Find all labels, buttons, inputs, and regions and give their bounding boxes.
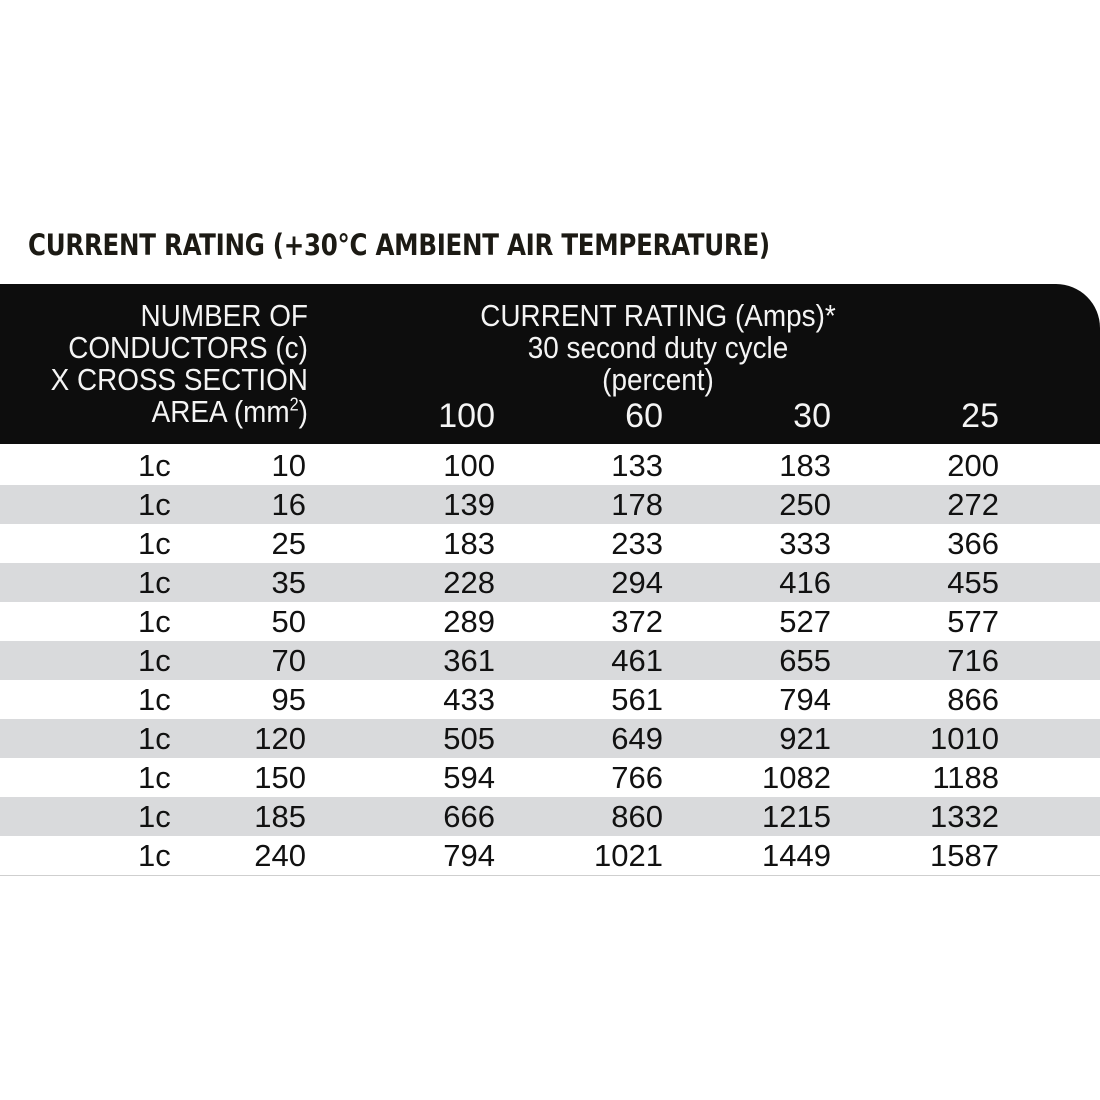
current-rating-value: 178 bbox=[611, 487, 663, 522]
conductor-count: 1c bbox=[138, 760, 171, 795]
current-rating-value: 416 bbox=[779, 565, 831, 600]
cross-section-area: 10 bbox=[271, 448, 306, 483]
table-row bbox=[0, 563, 1100, 602]
table-row bbox=[0, 524, 1100, 563]
cross-section-area: 95 bbox=[271, 682, 306, 717]
conductor-count: 1c bbox=[138, 799, 171, 834]
table-row bbox=[0, 797, 1100, 836]
header-left-line: X CROSS SECTION bbox=[50, 362, 308, 397]
table-body bbox=[0, 446, 1100, 876]
current-rating-value: 794 bbox=[443, 838, 495, 873]
current-rating-value: 272 bbox=[947, 487, 999, 522]
current-rating-value: 228 bbox=[443, 565, 495, 600]
current-rating-value: 294 bbox=[611, 565, 663, 600]
current-rating-value: 100 bbox=[443, 448, 495, 483]
table-row bbox=[0, 641, 1100, 680]
current-rating-value: 183 bbox=[443, 526, 495, 561]
current-rating-value: 361 bbox=[443, 643, 495, 678]
superscript-2: 2 bbox=[289, 394, 299, 415]
table-row bbox=[0, 836, 1100, 876]
header-current-rating bbox=[480, 300, 835, 396]
current-rating-value: 1215 bbox=[762, 799, 831, 834]
header-duty-100: 100 bbox=[438, 397, 495, 435]
current-rating-value: 366 bbox=[947, 526, 999, 561]
current-rating-value: 1021 bbox=[594, 838, 663, 873]
current-rating-value: 1010 bbox=[930, 721, 999, 756]
current-rating-value: 183 bbox=[779, 448, 831, 483]
current-rating-value: 333 bbox=[779, 526, 831, 561]
cross-section-area: 185 bbox=[254, 799, 306, 834]
current-rating-value: 666 bbox=[443, 799, 495, 834]
header-center-line: (percent) bbox=[602, 362, 714, 397]
cross-section-area: 120 bbox=[254, 721, 306, 756]
table-row bbox=[0, 602, 1100, 641]
conductor-count: 1c bbox=[138, 487, 171, 522]
current-rating-value: 461 bbox=[611, 643, 663, 678]
current-rating-value: 794 bbox=[779, 682, 831, 717]
current-rating-value: 433 bbox=[443, 682, 495, 717]
current-rating-value: 372 bbox=[611, 604, 663, 639]
cross-section-area: 70 bbox=[271, 643, 306, 678]
current-rating-value: 866 bbox=[947, 682, 999, 717]
current-rating-value: 577 bbox=[947, 604, 999, 639]
table-row bbox=[0, 446, 1100, 485]
cross-section-area: 35 bbox=[271, 565, 306, 600]
cross-section-area: 150 bbox=[254, 760, 306, 795]
current-rating-value: 716 bbox=[947, 643, 999, 678]
current-rating-value: 200 bbox=[947, 448, 999, 483]
current-rating-value: 594 bbox=[443, 760, 495, 795]
header-duty-25: 25 bbox=[961, 397, 999, 435]
header-left-line-area: AREA $(mm^2)$ bbox=[151, 394, 308, 429]
table-title: CURRENT RATING (+30°C AMBIENT AIR TEMPERATURE) bbox=[28, 228, 770, 262]
cross-section-area: 16 bbox=[271, 487, 306, 522]
conductor-count: 1c bbox=[138, 643, 171, 678]
header-left-line: NUMBER OF bbox=[140, 298, 308, 333]
conductor-count: 1c bbox=[138, 721, 171, 756]
header-conductors-area bbox=[51, 300, 308, 428]
header-left-line: CONDUCTORS (c) bbox=[68, 330, 308, 365]
cross-section-area: 50 bbox=[271, 604, 306, 639]
table-row bbox=[0, 719, 1100, 758]
current-rating-value: 455 bbox=[947, 565, 999, 600]
header-center-line: CURRENT RATING (Amps)* bbox=[480, 298, 836, 333]
conductor-count: 1c bbox=[138, 526, 171, 561]
current-rating-value: 133 bbox=[611, 448, 663, 483]
conductor-count: 1c bbox=[138, 448, 171, 483]
table-row bbox=[0, 680, 1100, 719]
current-rating-value: 1332 bbox=[930, 799, 999, 834]
current-rating-value: 233 bbox=[611, 526, 663, 561]
table-header bbox=[0, 284, 1100, 444]
current-rating-value: 921 bbox=[779, 721, 831, 756]
conductor-count: 1c bbox=[138, 682, 171, 717]
current-rating-value: 1082 bbox=[762, 760, 831, 795]
current-rating-value: 649 bbox=[611, 721, 663, 756]
cross-section-area: 25 bbox=[271, 526, 306, 561]
current-rating-value: 505 bbox=[443, 721, 495, 756]
table-row bbox=[0, 485, 1100, 524]
conductor-count: 1c bbox=[138, 604, 171, 639]
current-rating-value: 250 bbox=[779, 487, 831, 522]
current-rating-value: 655 bbox=[779, 643, 831, 678]
current-rating-value: 1587 bbox=[930, 838, 999, 873]
header-duty-30: 30 bbox=[793, 397, 831, 435]
table-row bbox=[0, 758, 1100, 797]
conductor-count: 1c bbox=[138, 838, 171, 873]
header-center-line: 30 second duty cycle bbox=[527, 330, 789, 365]
current-rating-value: 766 bbox=[611, 760, 663, 795]
current-rating-value: 860 bbox=[611, 799, 663, 834]
conductor-count: 1c bbox=[138, 565, 171, 600]
current-rating-value: 1449 bbox=[762, 838, 831, 873]
current-rating-value: 527 bbox=[779, 604, 831, 639]
header-duty-60: 60 bbox=[625, 397, 663, 435]
current-rating-value: 561 bbox=[611, 682, 663, 717]
current-rating-value: 289 bbox=[443, 604, 495, 639]
cross-section-area: 240 bbox=[254, 838, 306, 873]
current-rating-value: 1188 bbox=[932, 760, 999, 795]
current-rating-value: 139 bbox=[443, 487, 495, 522]
